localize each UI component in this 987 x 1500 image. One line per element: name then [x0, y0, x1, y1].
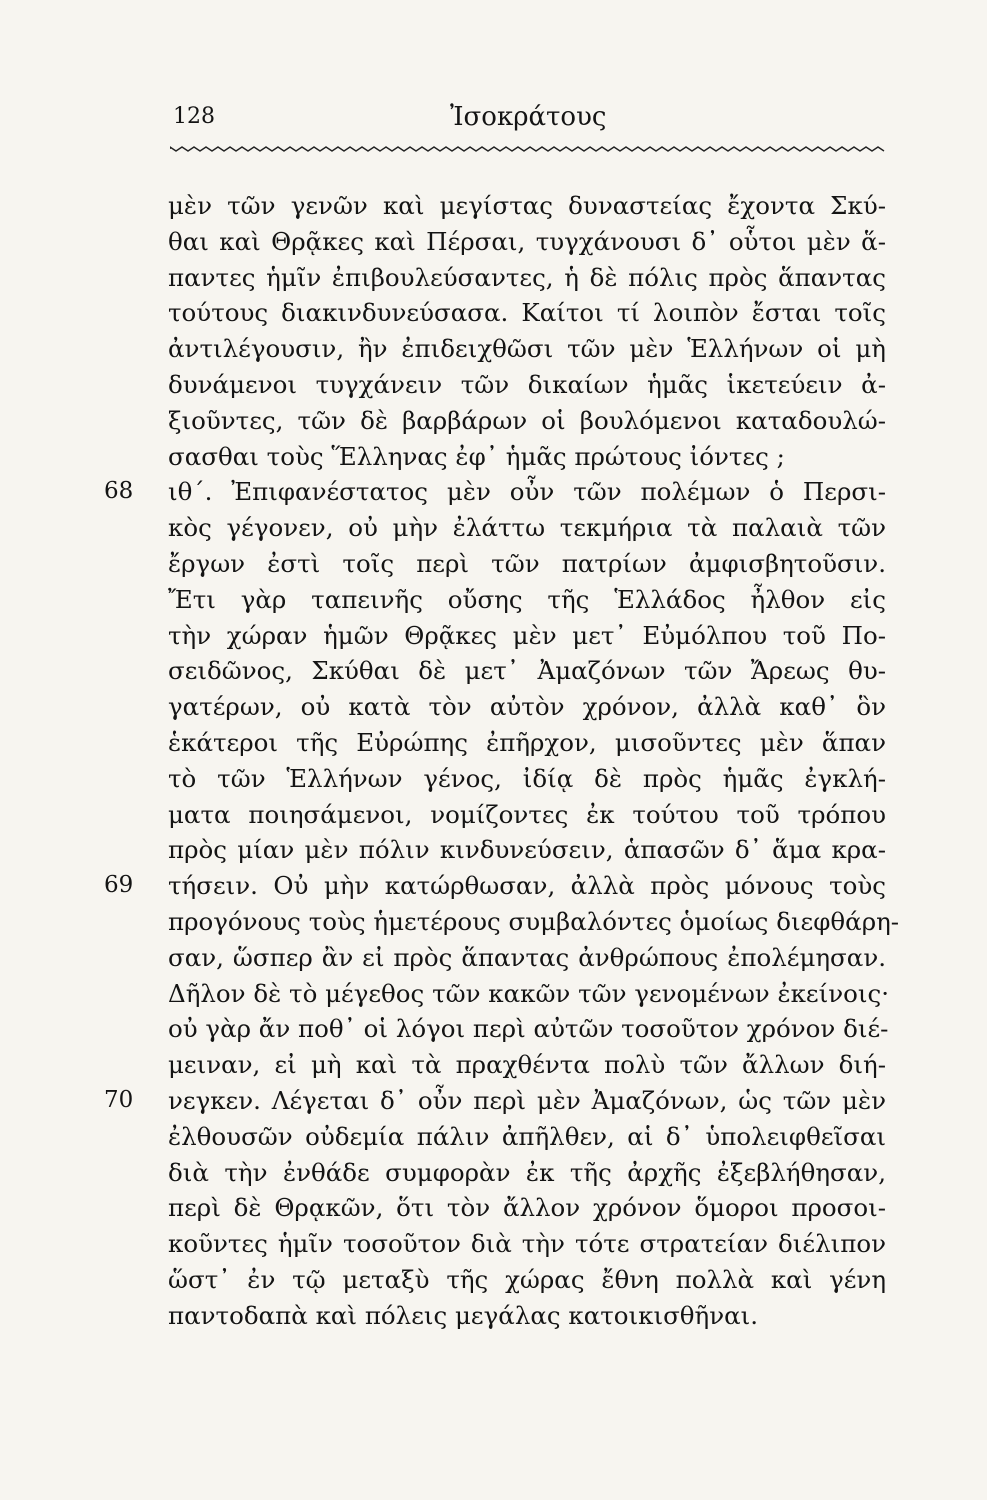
text-line — [168, 725, 886, 761]
text-line — [168, 1119, 886, 1155]
text-line-content: ὥστ᾽ ἐν τῷ μεταξὺ τῆς χώρας ἔθνη πολλὰ καὶ γένη — [168, 1264, 886, 1294]
text-line — [104, 868, 886, 904]
text-line — [168, 1155, 886, 1191]
text-line — [168, 1011, 889, 1047]
text-line-content: παντες ἡμῖν ἐπιβουλεύσαντες, ἡ δὲ πόλις πρὸς ἅπαντας — [168, 262, 886, 292]
text-line — [168, 904, 900, 940]
text-line-content: ἀντιλέγουσιν, ἢν ἐπιδειχθῶσι τῶν μὲν Ἑλλήνων οἱ μὴ — [168, 334, 886, 364]
text-line — [168, 940, 886, 976]
text-line-content: τήσειν. Οὐ μὴν κατώρθωσαν, ἀλλὰ πρὸς μόνους τοὺς — [168, 871, 886, 901]
text-line-content: Δῆλον δὲ τὸ μέγεθος τῶν κακῶν τῶν γενομένων ἐκείνοις· — [168, 978, 889, 1008]
text-line-content: περὶ δὲ Θρᾳκῶν, ὅτι τὸν ἄλλον χρόνον ὅμοροι προσοι- — [168, 1193, 886, 1223]
text-line-content: γατέρων, οὐ κατὰ τὸν αὐτὸν χρόνον, ἀλλὰ καθ᾽ ὃν — [168, 692, 886, 722]
text-line-content: διὰ τὴν ἐνθάδε συμφορὰν ἐκ τῆς ἀρχῆς ἐξεβλήθησαν, — [168, 1157, 886, 1187]
text-line-content: παντοδαπὰ καὶ πόλεις μεγάλας κατοικισθῆναι. — [168, 1300, 759, 1330]
text-line — [168, 832, 886, 868]
text-line-content: ιθ΄. Ἐπιφανέστατος μὲν οὖν τῶν πολέμων ὁ Περσι- — [168, 477, 886, 507]
text-line-content: προγόνους τοὺς ἡμετέρους συμβαλόντες ὁμοίως διεφθάρη- — [168, 906, 900, 936]
text-line-content: σειδῶνος, Σκύθαι δὲ μετ᾽ Ἀμαζόνων τῶν Ἄρεως θυ- — [168, 656, 886, 686]
text-line-content: ματα ποιησάμενοι, νομίζοντες ἐκ τούτου τοῦ τρόπου — [168, 799, 886, 829]
text-line — [168, 295, 886, 331]
text-line — [168, 367, 886, 403]
text-line-content: μειναν, εἰ μὴ καὶ τὰ πραχθέντα πολὺ τῶν ἄλλων διή- — [168, 1050, 886, 1080]
text-line-content: ἑκάτεροι τῆς Εὐρώπης ἐπῆρχον, μισοῦντες μὲν ἅπαν — [168, 727, 886, 757]
text-line — [168, 546, 886, 582]
text-line — [168, 797, 886, 833]
text-line-content: κοῦντες ἡμῖν τοσοῦτον διὰ τὴν τότε στρατείαν διέλιπον — [168, 1229, 886, 1259]
section-number: 70 — [104, 1086, 134, 1113]
text-line — [168, 1262, 886, 1298]
text-line — [168, 761, 886, 797]
text-line-content: τὸ τῶν Ἑλλήνων γένος, ἰδίᾳ δὲ πρὸς ἡμᾶς ἐγκλή- — [168, 763, 886, 793]
running-head — [0, 100, 987, 140]
text-line — [168, 689, 886, 725]
text-line — [168, 403, 886, 439]
text-line-content: δυνάμενοι τυγχάνειν τῶν δικαίων ἡμᾶς ἱκετεύειν ἀ- — [168, 369, 886, 399]
text-line — [168, 331, 886, 367]
text-line-content: κὸς γέγονεν, οὐ μὴν ἐλάττω τεκμήρια τὰ παλαιὰ τῶν — [168, 513, 886, 543]
text-line-content: ξιοῦντες, τῶν δὲ βαρβάρων οἱ βουλόμενοι καταδουλώ- — [168, 405, 886, 435]
text-line — [168, 1190, 886, 1226]
text-line-content: σασθαι τοὺς Ἕλληνας ἐφ᾽ ἡμᾶς πρώτους ἰόντες ; — [168, 441, 785, 471]
text-line-content: θαι καὶ Θρᾷκες καὶ Πέρσαι, τυγχάνουσι δ᾽ οὗτοι μὲν ἅ- — [168, 226, 886, 256]
text-line — [168, 976, 889, 1012]
text-line-content: σαν, ὥσπερ ἂν εἰ πρὸς ἅπαντας ἀνθρώπους ἐπολέμησαν. — [168, 942, 886, 972]
text-line-content: τὴν χώραν ἡμῶν Θρᾷκες μὲν μετ᾽ Εὐμόλπου τοῦ Πο- — [168, 620, 886, 650]
text-line — [168, 1047, 886, 1083]
text-line-content: πρὸς μίαν μὲν πόλιν κινδυνεύσειν, ἁπασῶν δ᾽ ἅμα κρα- — [168, 835, 886, 865]
text-line — [168, 260, 886, 296]
text-line — [168, 439, 886, 475]
text-line-content: Ἔτι γὰρ ταπεινῆς οὔσης τῆς Ἑλλάδος ἦλθον εἰς — [168, 584, 886, 614]
greek-text-block — [104, 188, 900, 1334]
running-title: Ἰσοκράτους — [450, 102, 607, 132]
text-line — [168, 188, 886, 224]
text-line-content: ἐλθουσῶν οὐδεμία πάλιν ἀπῆλθεν, αἱ δ᾽ ὑπολειφθεῖσαι — [168, 1121, 886, 1151]
text-line — [168, 510, 886, 546]
text-line — [168, 582, 886, 618]
text-line-content: ἔργων ἐστὶ τοῖς περὶ τῶν πατρίων ἀμφισβητοῦσιν. — [168, 548, 886, 578]
text-line-content: τούτους διακινδυνεύσασα. Καίτοι τί λοιπὸν ἔσται τοῖς — [168, 298, 886, 328]
text-line-content: οὐ γὰρ ἄν ποθ᾽ οἱ λόγοι περὶ αὐτῶν τοσοῦτον χρόνον διέ- — [168, 1014, 889, 1044]
header-wavy-rule — [170, 143, 886, 155]
text-line — [168, 1298, 886, 1334]
section-number: 69 — [104, 872, 134, 899]
section-number: 68 — [104, 478, 134, 505]
text-line — [168, 618, 886, 654]
text-line-content: μὲν τῶν γενῶν καὶ μεγίστας δυναστείας ἔχοντα Σκύ- — [168, 191, 886, 220]
page-number: 128 — [173, 104, 215, 129]
text-line — [168, 224, 886, 260]
text-line — [168, 1226, 886, 1262]
text-line — [104, 1083, 886, 1119]
text-line — [104, 474, 886, 510]
text-line — [168, 653, 886, 689]
text-line-content: νεγκεν. Λέγεται δ᾽ οὖν περὶ μὲν Ἀμαζόνων, ὡς τῶν μὲν — [168, 1085, 886, 1115]
